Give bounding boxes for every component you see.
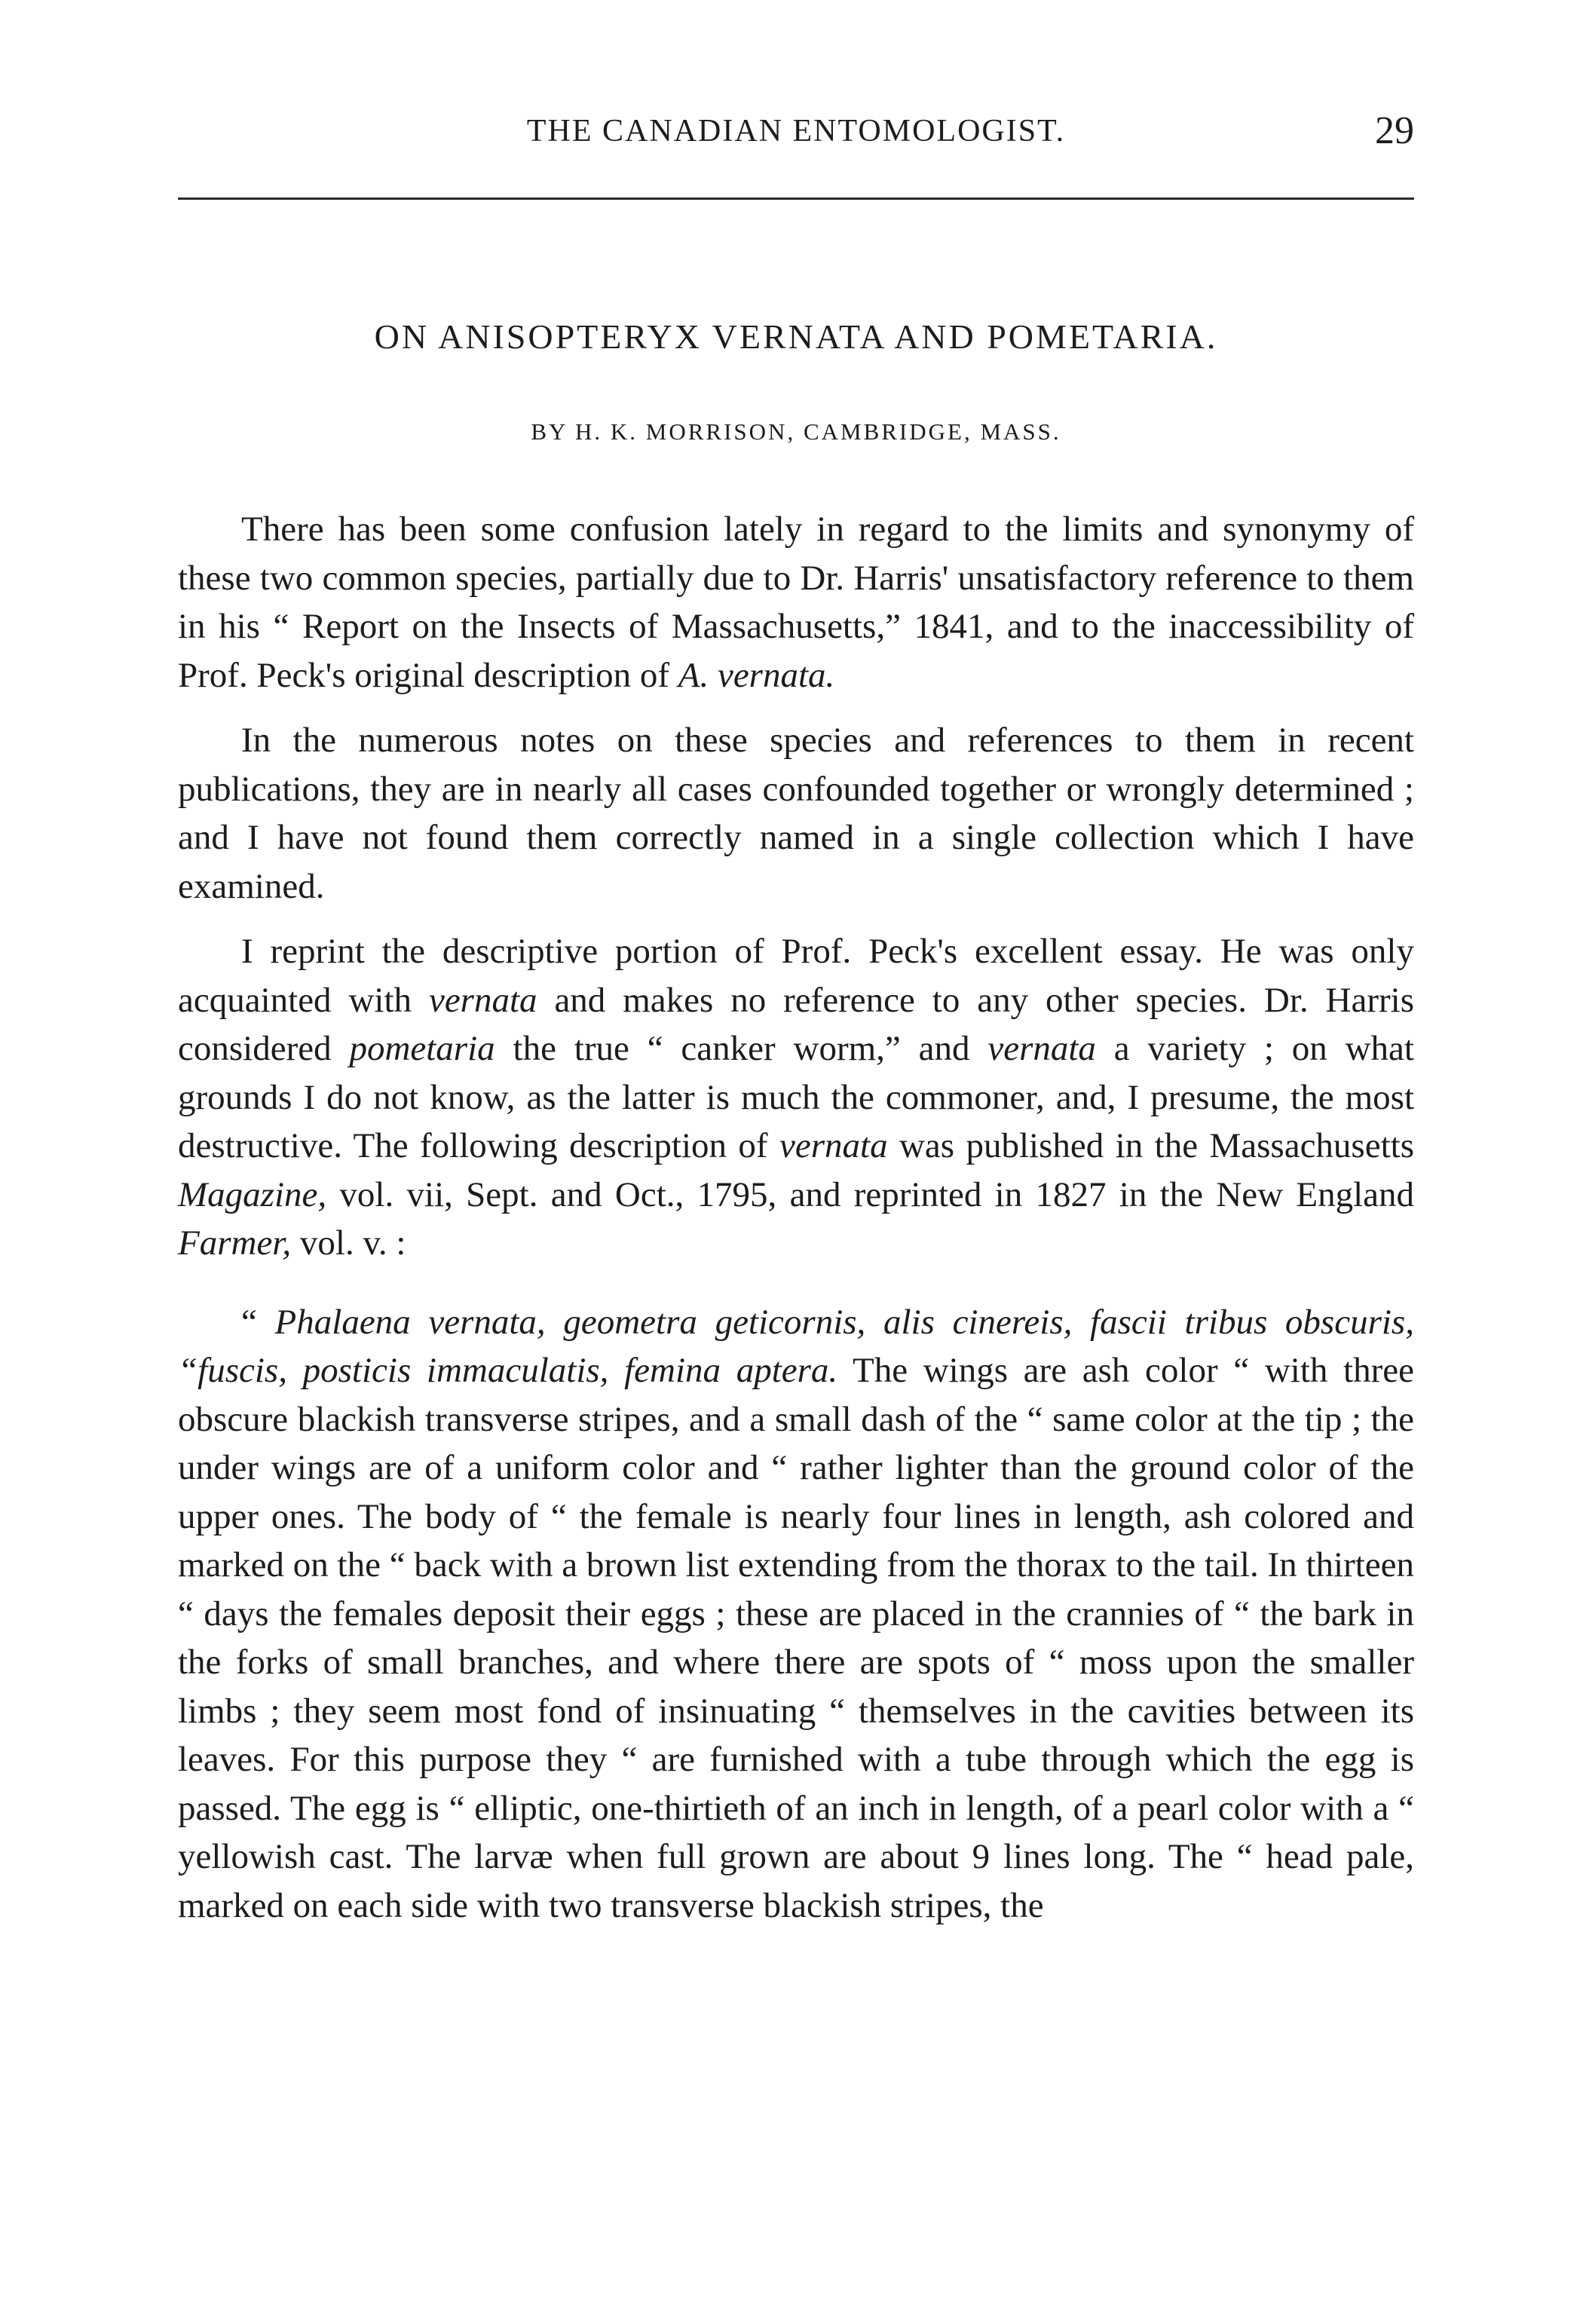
species-name: vernata [987,1029,1096,1068]
publication-name: Farmer, [178,1223,292,1263]
species-name: vernata [779,1126,888,1165]
paragraph-2: In the numerous notes on these species and references to them in recent publications, they are in nearly all cases confounded together or wrongly determined ; and I have not found them correctly named in a single collection which I have examined. [178,721,1414,906]
paragraph-1 [178,505,1414,700]
running-head [178,109,1414,158]
paragraph-3-text: was published in the Massachusetts [887,1126,1414,1165]
header-rule [178,197,1414,200]
running-title: THE CANADIAN ENTOMOLOGIST. [526,114,1066,149]
publication-name: Magazine, [178,1174,327,1214]
quoted-description [178,1298,1414,1931]
paragraph-3-text: vol. vii, Sept. and Oct., 1795, and reprinted in 1827 in the New England [326,1174,1414,1214]
paragraph-3-text: I reprint the descriptive portion of Prof. Peck's excellent essay. He was only acquainted with [178,932,1414,1020]
paragraph-1-text: There has been some confusion lately in regard to the limits and synonymy of these two common species, partially due to Dr. Harris' unsatisfactory reference to them in his “ Report on the Insects of Massachusetts,” 1841, and to the inaccessibility of Prof. Peck's original description of [178,510,1414,695]
article-title: ON ANISOPTERYX VERNATA AND POMETARIA. [374,317,1218,356]
species-name: vernata [428,980,537,1020]
quote-text: The wings are ash color “ with three obscure blackish transverse stripes, and a small dash of the “ same color at the tip ; the under wings are of a uniform color and “ rather lighter than the ground color of the upper ones. The body of “ the female is nearly four lines in length, ash colored and marked on the “ back with a brown list extending from the thorax to the tail. In thirteen “ days the females deposit their eggs ; these are placed in the crannies of “ the bark in the forks of small branches, and where there are spots of “ moss upon the smaller limbs ; they seem most fond of insinuating “ themselves in the cavities between its leaves. For this purpose they “ are furnished with a tube through which the egg is passed. The egg is “ elliptic, one-thirtieth of an inch in length, of a pearl color with a “ yellowish cast. The larvæ when full grown are about 9 lines long. The “ head pale, marked on each side with two transverse blackish stripes, the [178,1351,1414,1925]
latin-description: Phalaena vernata, geometra geticornis, alis cinereis, fascii tribus obscuris, “fuscis, posticis immaculatis, femina aptera. [178,1302,1414,1390]
article-byline: BY H. K. MORRISON, CAMBRIDGE, MASS. [531,418,1061,445]
species-name: pometaria [349,1029,495,1068]
paragraph-3-text: and makes no reference to any other species. Dr. Harris considered [178,980,1415,1068]
species-name: A. vernata. [678,655,835,695]
paragraph-3-text: the true “ canker worm,” and [494,1029,988,1068]
quote-mark: “ [241,1302,275,1342]
page-number: 29 [1375,109,1414,152]
paragraph-3 [178,927,1414,1268]
article-body [178,505,1414,1946]
paragraph-3-text: a variety ; on what grounds I do not know, as the latter is much the commoner, and, I presume, the most destructive. The following description of [178,1029,1414,1165]
paragraph-3-text: vol. v. : [291,1223,406,1263]
